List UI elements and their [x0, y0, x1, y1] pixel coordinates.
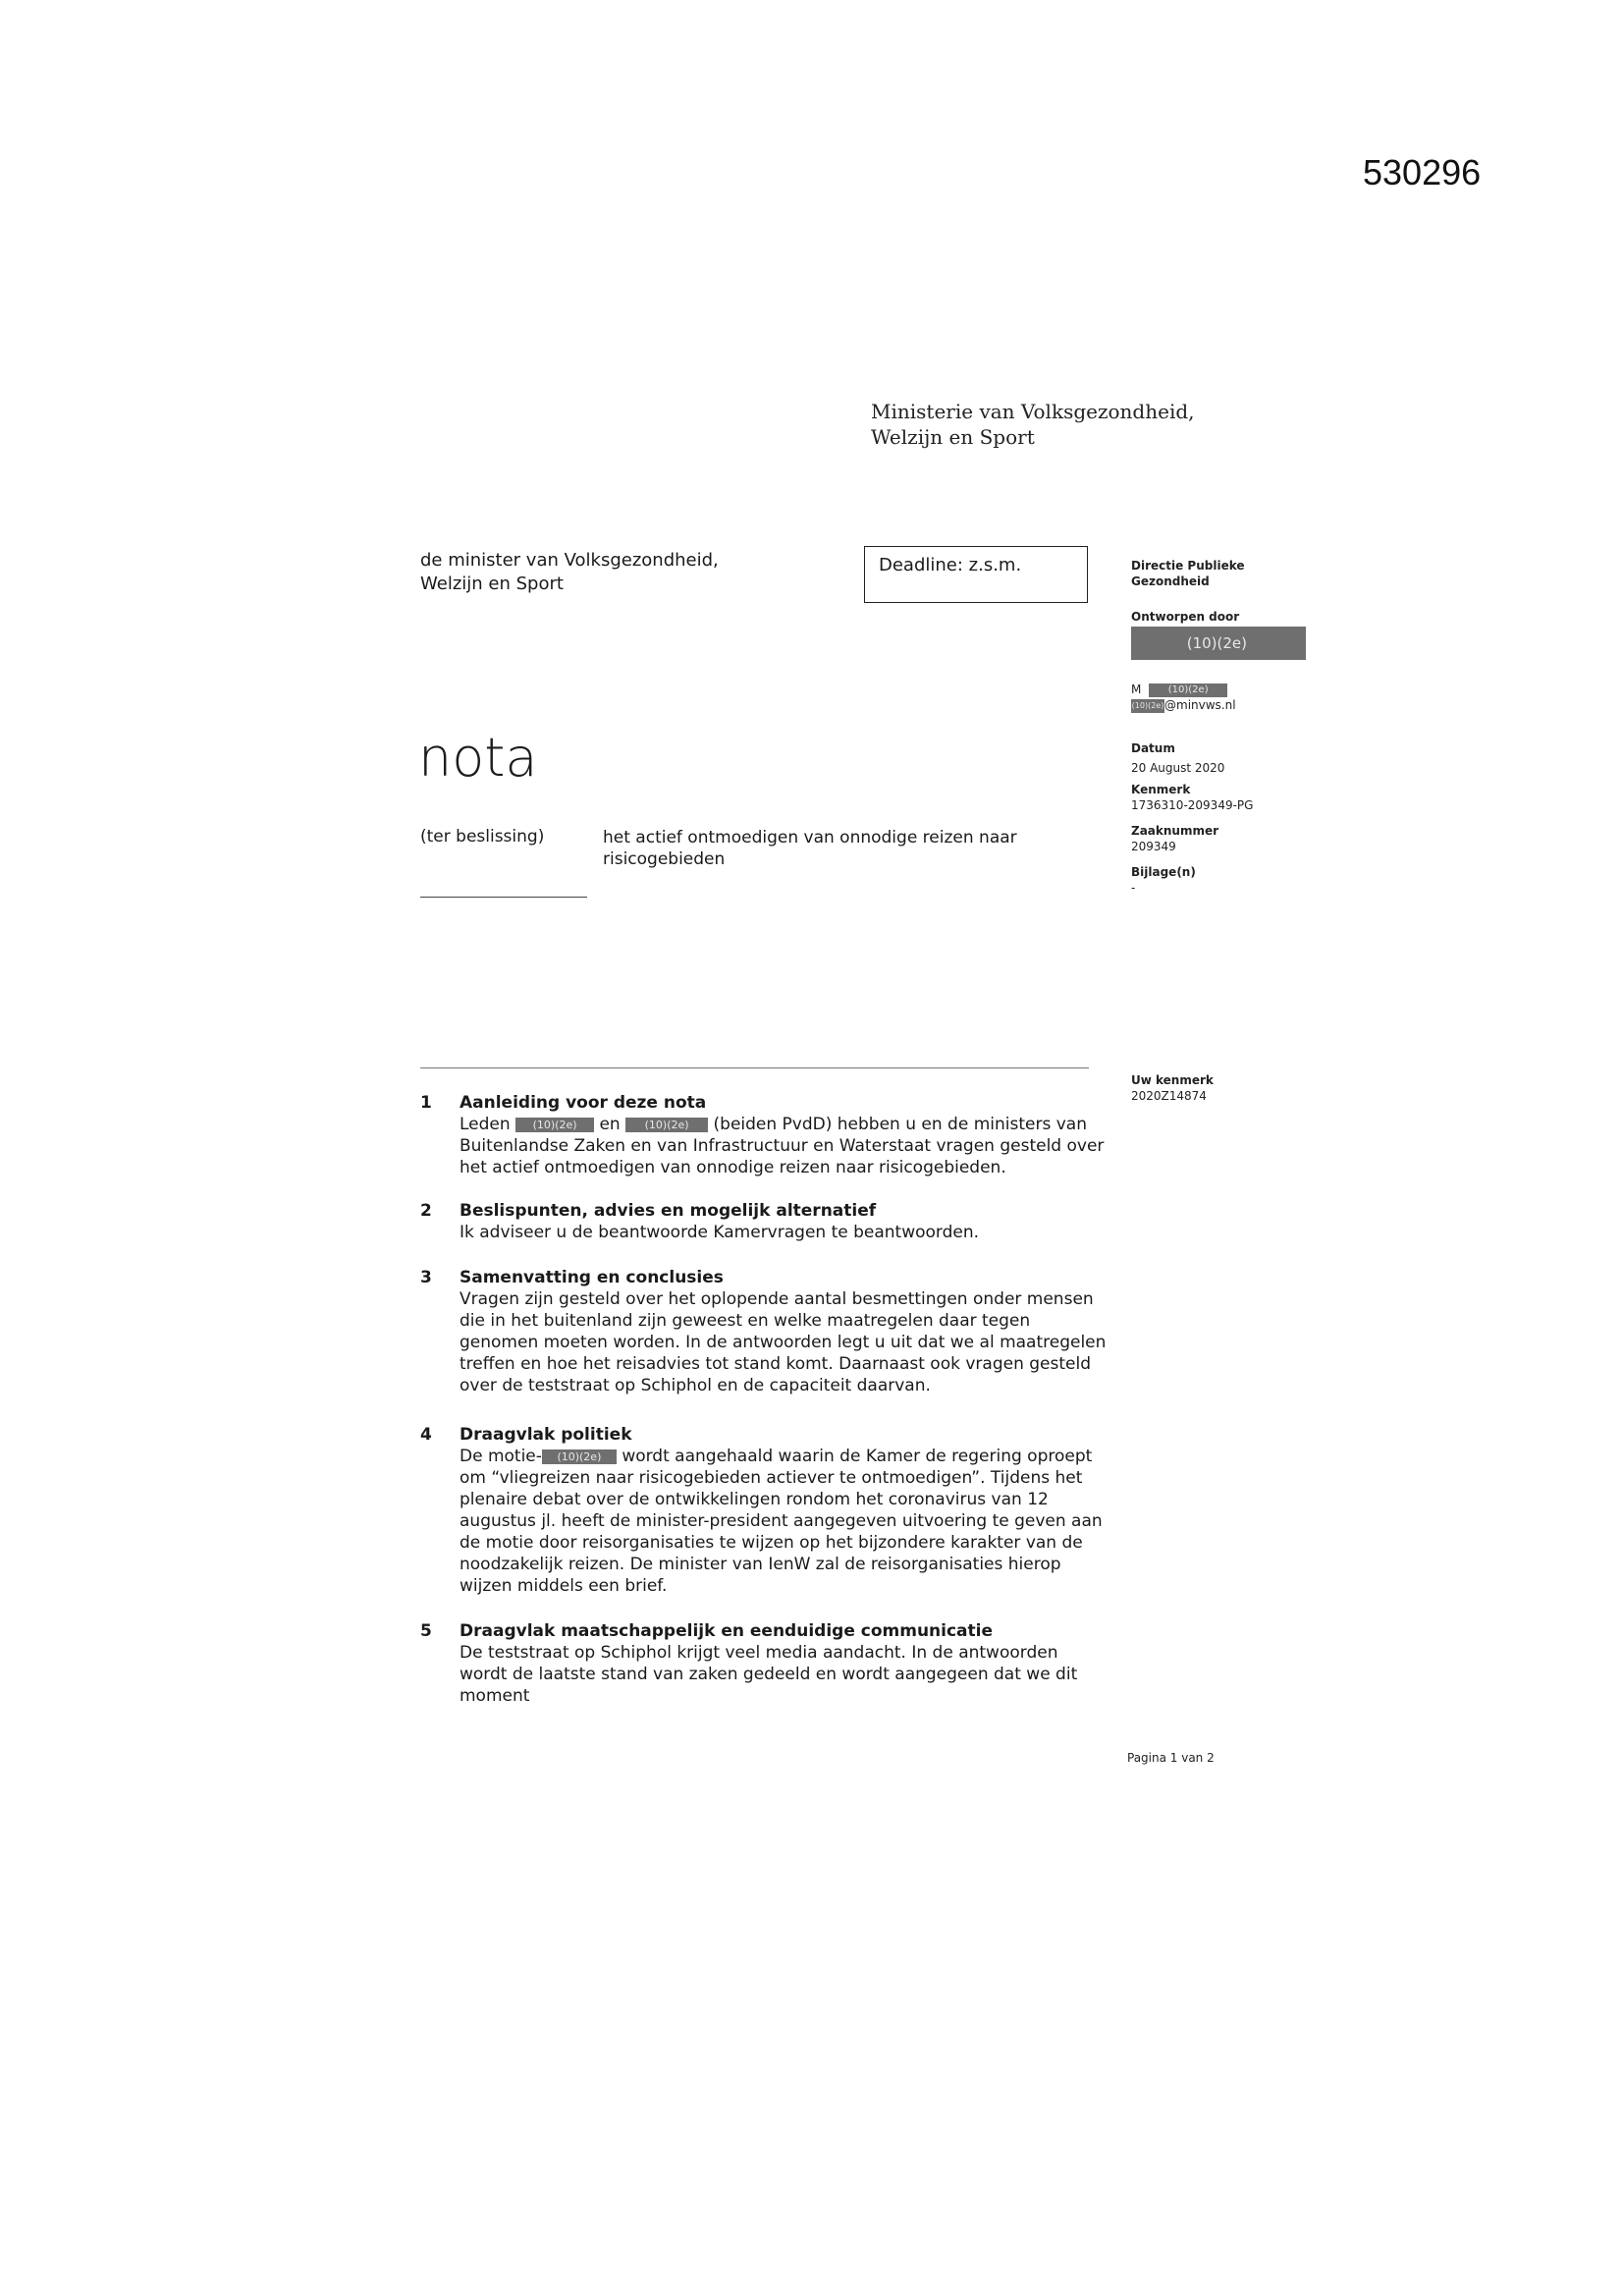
- section-number: 4: [420, 1425, 432, 1445]
- section-title: Samenvatting en conclusies: [460, 1268, 724, 1287]
- sidebar-kenmerk: [1131, 782, 1253, 813]
- sidebar-uw-kenmerk: [1131, 1072, 1214, 1104]
- redaction-contact-1: (10)(2e): [1149, 683, 1227, 697]
- redaction-motion: (10)(2e): [542, 1449, 617, 1464]
- page-number: Pagina 1 van 2: [1127, 1751, 1215, 1765]
- addressee-line-1: de minister van Volksgezondheid,: [420, 550, 719, 571]
- section-title: Draagvlak maatschappelijk en eenduidige communicatie: [460, 1621, 994, 1641]
- sidebar-directie: [1131, 558, 1245, 589]
- sidebar-contact: [1131, 682, 1236, 713]
- redaction-contact-2: (10)(2e): [1131, 699, 1164, 713]
- section-text: [460, 1114, 1108, 1178]
- section-text: Ik adviseer u de beantwoorde Kamervragen te beantwoorden.: [460, 1223, 980, 1242]
- section-2: [420, 1200, 1108, 1243]
- section-text-part: (beiden PvdD) hebben u en de ministers van Buitenlandse Zaken en van Infrastructuur en Waterstaat vragen gesteld over het actief ontmoedigen van onnodige reizen naar risicogebieden.: [460, 1115, 1105, 1177]
- zaaknummer-label: Zaaknummer: [1131, 824, 1219, 838]
- redaction-member-1: (10)(2e): [515, 1118, 594, 1132]
- section-text: Vragen zijn gesteld over het oplopende aantal besmettingen onder mensen die in het buitenland zijn geweest en welke maatregelen daar tegen genomen moeten worden. In de antwoorden legt u uit dat we al maatregelen treffen en hoe het reisadvies tot stand komt. Daarnaast ook vragen gesteld over de teststraat op Schiphol en de capaciteit daarvan.: [460, 1289, 1107, 1395]
- kenmerk-value: 1736310-209349-PG: [1131, 798, 1254, 812]
- section-text-part: Leden: [460, 1115, 511, 1134]
- section-5: [420, 1620, 1108, 1707]
- addressee: [420, 549, 719, 596]
- decision-label: (ter beslissing): [420, 827, 545, 847]
- ministry-line-1: Ministerie van Volksgezondheid,: [871, 400, 1195, 423]
- deadline-box: [864, 546, 1088, 603]
- zaaknummer-value: 209349: [1131, 840, 1176, 853]
- section-text-part: wordt aangehaald waarin de Kamer de regering oproept om “vliegreizen naar risicogebieden actiever te ontmoedigen”. Tijdens het plenaire debat over de ontwikkelingen rondom het coronavirus van 12 augustus jl. heeft de minister-president aangegeven uitvoering te geven aan de motie door reisorganisaties te wijzen op het bijzondere karakter van de noodzakelijk reizen. De minister van IenW zal de reisorganisaties hierop wijzen middels een brief.: [460, 1447, 1103, 1596]
- ontworpen-label: Ontworpen door: [1131, 610, 1240, 624]
- bijlagen-label: Bijlage(n): [1131, 865, 1196, 879]
- datum-label: Datum: [1131, 741, 1175, 755]
- section-4: [420, 1424, 1108, 1597]
- section-text-part: De motie-: [460, 1447, 542, 1466]
- document-number: 530296: [1363, 152, 1482, 192]
- divider-long: [420, 1067, 1089, 1068]
- directie-line-1: Directie Publieke: [1131, 559, 1245, 573]
- redaction-author: [1131, 627, 1306, 660]
- sidebar-bijlagen: [1131, 864, 1196, 896]
- email-suffix: @minvws.nl: [1164, 698, 1236, 712]
- section-text-part: en: [599, 1115, 621, 1134]
- section-text: [460, 1446, 1108, 1597]
- uw-kenmerk-label: Uw kenmerk: [1131, 1073, 1214, 1087]
- section-number: 2: [420, 1201, 432, 1221]
- section-number: 5: [420, 1621, 432, 1641]
- section-number: 3: [420, 1268, 432, 1287]
- section-title: Aanleiding voor deze nota: [460, 1093, 707, 1113]
- section-number: 1: [420, 1093, 432, 1113]
- section-title: Beslispunten, advies en mogelijk alternatief: [460, 1201, 877, 1221]
- divider-short: [420, 897, 587, 898]
- subject: het actief ontmoedigen van onnodige reizen naar risicogebieden: [603, 828, 1017, 869]
- sidebar-zaaknummer: [1131, 823, 1218, 854]
- datum-value: 20 August 2020: [1131, 761, 1225, 775]
- contact-prefix-m: M: [1131, 683, 1142, 696]
- sidebar-ontworpen: [1131, 609, 1239, 625]
- kenmerk-label: Kenmerk: [1131, 783, 1191, 796]
- sidebar-datum: [1131, 740, 1224, 776]
- addressee-line-2: Welzijn en Sport: [420, 574, 564, 594]
- redaction-author-text: (10)(2e): [1186, 634, 1247, 652]
- bijlagen-value: -: [1131, 881, 1136, 895]
- section-title: Draagvlak politiek: [460, 1425, 632, 1445]
- section-1: [420, 1092, 1108, 1178]
- ministry-name: [871, 399, 1195, 450]
- deadline-text: Deadline: z.s.m.: [879, 555, 1022, 575]
- section-3: [420, 1267, 1108, 1396]
- ministry-line-2: Welzijn en Sport: [871, 425, 1035, 449]
- document-type-title: nota: [418, 727, 538, 789]
- section-text: De teststraat op Schiphol krijgt veel media aandacht. In de antwoorden wordt de laatste stand van zaken gedeeld en wordt aangegeen dat we dit moment: [460, 1643, 1078, 1706]
- directie-line-2: Gezondheid: [1131, 574, 1210, 588]
- uw-kenmerk-value: 2020Z14874: [1131, 1089, 1207, 1103]
- redaction-member-2: (10)(2e): [625, 1118, 708, 1132]
